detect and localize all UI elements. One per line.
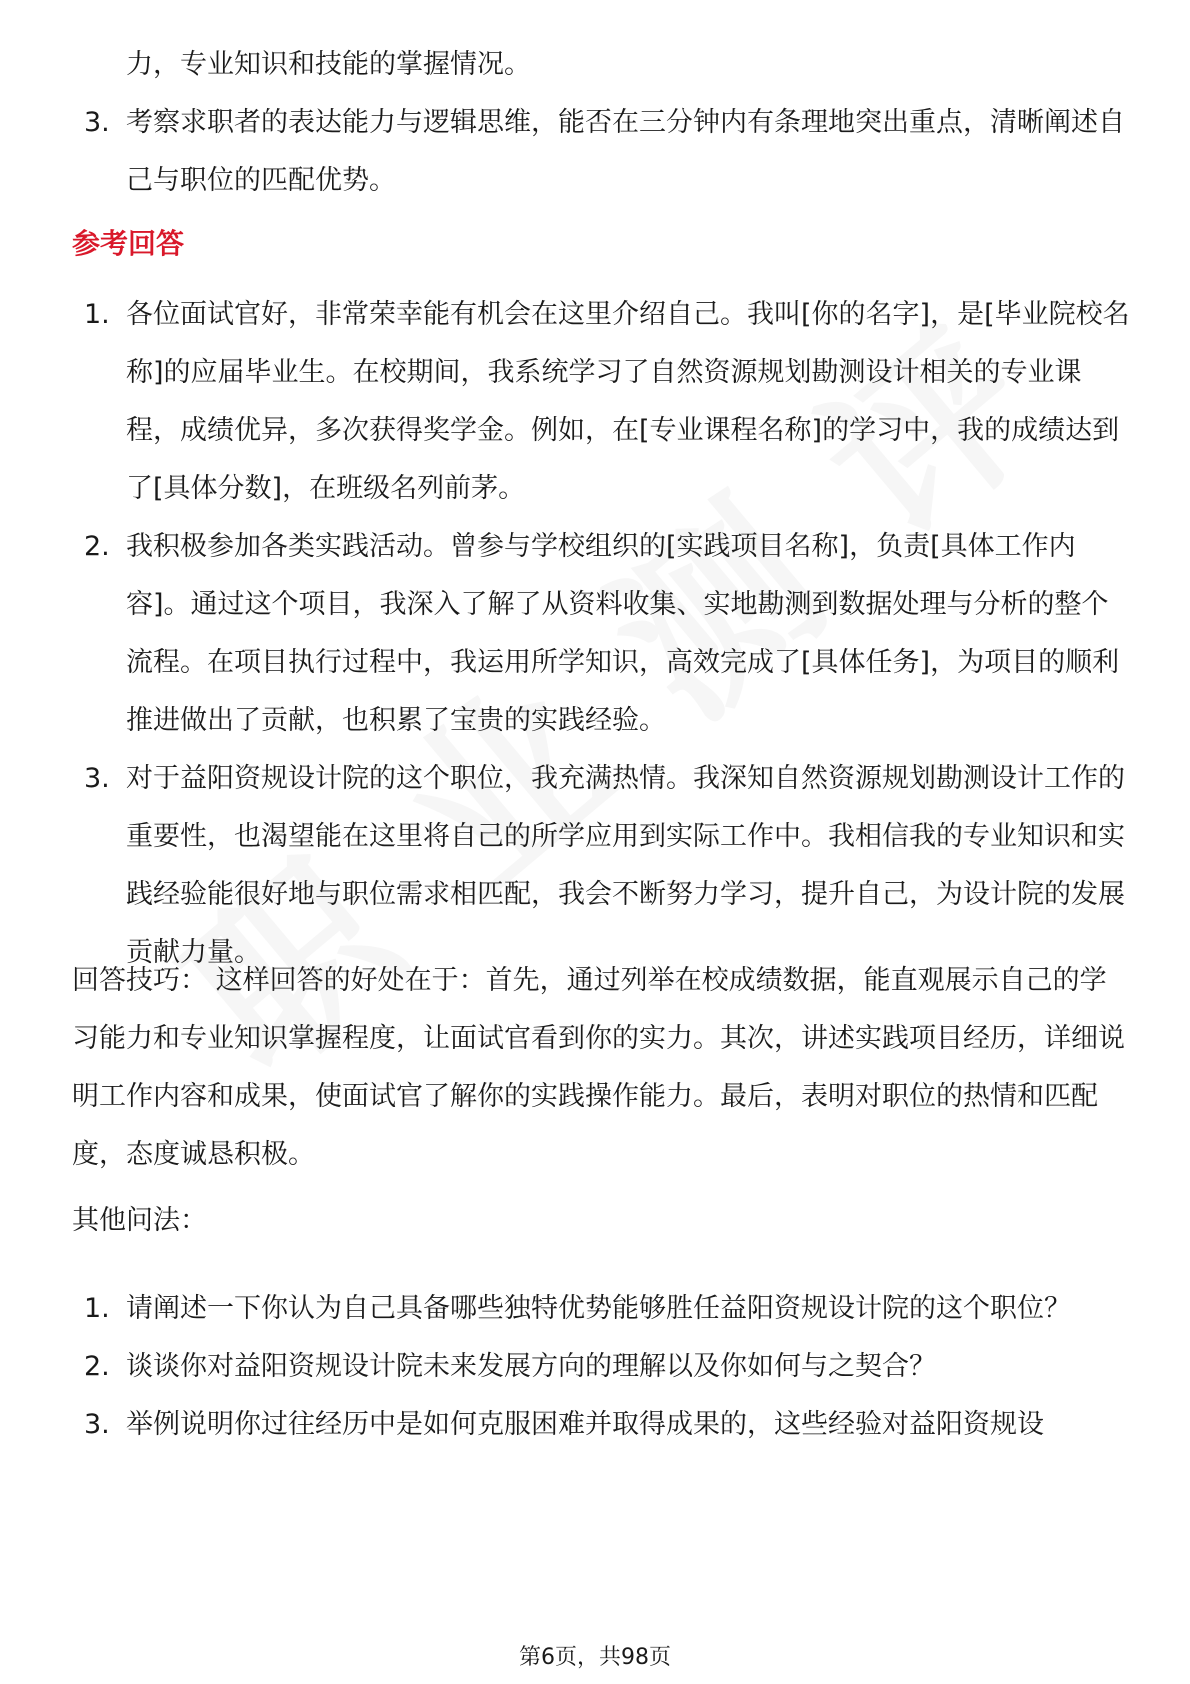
- list-item: [0, 518, 1190, 750]
- list-item-text: 各位面试官好，非常荣幸能有机会在这里介绍自己。我叫[你的名字]，是[毕业院校名称]的应届毕业生。在校期间，我系统学习了自然资源规划勘测设计相关的专业课程，成绩优异，多次获得奖学金。例如，在[专业课程名称]的学习中，我的成绩达到了[具体分数]，在班级名列前茅。: [126, 299, 1130, 504]
- list-item-text: 我积极参加各类实践活动。曾参与学校组织的[实践项目名称]，负责[具体工作内容]。通过这个项目，我深入了解了从资料收集、实地勘测到数据处理与分析的整个流程。在项目执行过程中，我运用所学知识，高效完成了[具体任务]，为项目的顺利推进做出了贡献，也积累了宝贵的实践经验。: [126, 531, 1120, 736]
- answer-heading: 参考回答: [72, 227, 185, 260]
- list-item-text: 考察求职者的表达能力与逻辑思维，能否在三分钟内有条理地突出重点，清晰阐述自己与职位的匹配优势。: [126, 107, 1125, 196]
- list-item-text: 请阐述一下你认为自己具备哪些独特优势能够胜任益阳资规设计院的这个职位？: [126, 1293, 1071, 1324]
- answer-tips: 回答技巧： 这样回答的好处在于：首先，通过列举在校成绩数据，能直观展示自己的学习能力和专业知识掌握程度，让面试官看到你的实力。其次，讲述实践项目经历，详细说明工作内容和成果，使面试官了解你的实践操作能力。最后，表明对职位的热情和匹配度，态度诚恳积极。: [72, 965, 1125, 1170]
- answer-list: [0, 286, 1190, 982]
- list-item: [0, 1396, 1190, 1454]
- list-item-text: 谈谈你对益阳资规设计院未来发展方向的理解以及你如何与之契合？: [126, 1351, 936, 1382]
- list-item-number: 1.: [84, 1293, 110, 1324]
- list-item-number: 3.: [84, 1409, 110, 1440]
- list-item-number: 2.: [84, 1351, 110, 1382]
- list-item-number: 2.: [84, 531, 110, 562]
- list-item: [0, 286, 1190, 518]
- top-list: [0, 94, 1190, 210]
- list-item-number: 3.: [84, 107, 110, 138]
- list-item: [0, 94, 1190, 210]
- list-item-text: 对于益阳资规设计院的这个职位，我充满热情。我深知自然资源规划勘测设计工作的重要性，也渴望能在这里将自己的所学应用到实际工作中。我相信我的专业知识和实践经验能很好地与职位需求相匹配，我会不断努力学习，提升自己，为设计院的发展贡献力量。: [126, 763, 1125, 968]
- list-item: [0, 1338, 1190, 1396]
- list-item-text: 举例说明你过往经历中是如何克服困难并取得成果的，这些经验对益阳资规设: [126, 1409, 1044, 1440]
- list-continuation: [0, 36, 1190, 94]
- page-number: 第6页，共98页: [519, 1645, 671, 1670]
- list-item: [0, 750, 1190, 982]
- other-questions-heading: 其他问法：: [72, 1205, 207, 1236]
- list-item-number: 1.: [84, 299, 110, 330]
- continuation-text: 力，专业知识和技能的掌握情况。: [126, 49, 531, 80]
- other-questions-list: [0, 1280, 1190, 1454]
- list-item-number: 3.: [84, 763, 110, 794]
- list-item: [0, 1280, 1190, 1338]
